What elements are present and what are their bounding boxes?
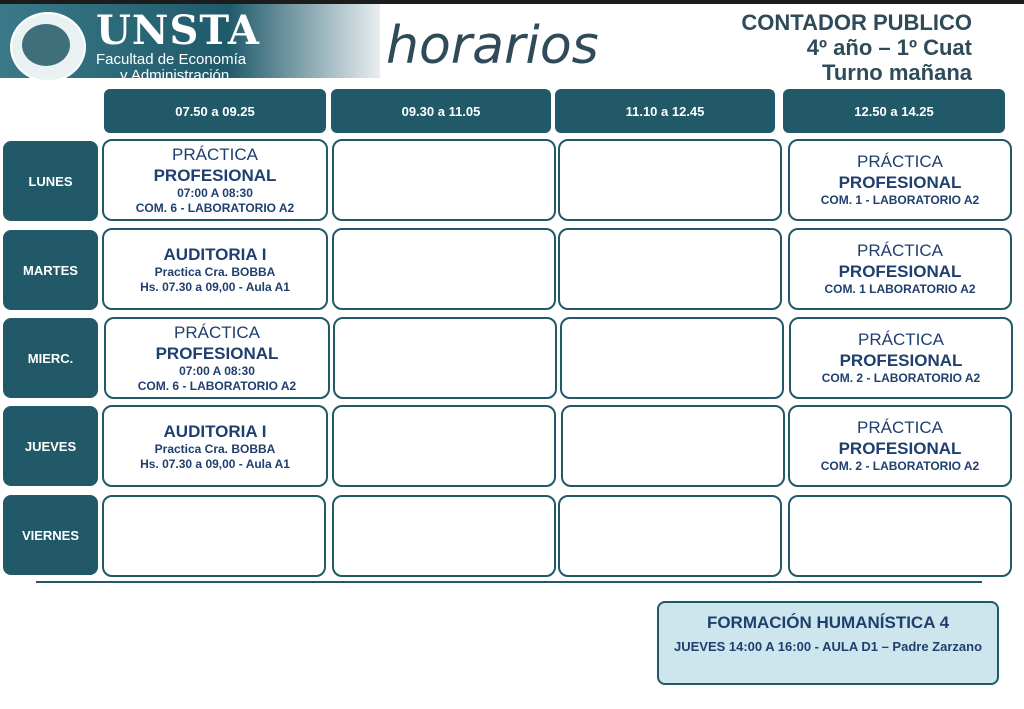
cell-line-4: COM. 1 - LABORATORIO A2 (820, 193, 980, 207)
slot-header-1: 07.50 a 09.25 (104, 89, 326, 133)
cell-line-2: AUDITORIA I (163, 421, 267, 441)
day-label-viernes: VIERNES (3, 495, 98, 575)
cell-line-4: COM. 6 - LABORATORIO A2 (135, 200, 295, 215)
cell-line-4: COM. 2 - LABORATORIO A2 (821, 371, 981, 385)
cell-line-2: PROFESIONAL (838, 262, 962, 281)
cell-lunes-slot3 (558, 139, 782, 221)
cell-line-3: 07:00 A 08:30 (177, 185, 253, 200)
day-label-miercoles: MIERC. (3, 318, 98, 398)
cell-line-2: PROFESIONAL (153, 165, 277, 185)
cell-jueves-slot3 (561, 405, 785, 487)
cell-lunes-slot2 (332, 139, 556, 221)
university-seal-icon (10, 12, 86, 82)
cell-mierc-slot2 (333, 317, 557, 399)
logo-line-2: y Administración (120, 67, 230, 84)
formacion-humanistica-panel (657, 601, 999, 685)
cell-line-4: Hs. 07.30 a 09,00 - Aula A1 (140, 279, 290, 294)
cell-line-1: PRÁCTICA (172, 144, 258, 164)
cell-viernes-slot3 (558, 495, 782, 577)
career-info (741, 10, 972, 85)
cell-mierc-slot3 (560, 317, 784, 399)
formacion-detail: JUEVES 14:00 A 16:00 - AULA D1 – Padre Zarzano (673, 639, 983, 654)
career-name: CONTADOR PUBLICO (741, 10, 972, 35)
cell-martes-slot1 (102, 228, 328, 310)
cell-viernes-slot2 (332, 495, 556, 577)
day-label-martes: MARTES (3, 230, 98, 310)
cell-martes-slot3 (558, 228, 782, 310)
slot-header-2: 09.30 a 11.05 (331, 89, 551, 133)
cell-line-4: COM. 1 LABORATORIO A2 (824, 282, 976, 296)
cell-jueves-slot4 (788, 405, 1012, 487)
day-label-lunes: LUNES (3, 141, 98, 221)
logo-banner (0, 4, 380, 84)
cell-line-3: 07:00 A 08:30 (179, 363, 255, 378)
page-title: horarios (386, 16, 599, 76)
cell-mierc-slot1 (104, 317, 330, 399)
day-label-jueves: JUEVES (3, 406, 98, 486)
logo-line-1: Facultad de Economía (96, 51, 247, 68)
logo-name: UNSTA (96, 7, 260, 54)
cell-jueves-slot2 (332, 405, 556, 487)
cell-mierc-slot4 (789, 317, 1013, 399)
cell-jueves-slot1 (102, 405, 328, 487)
cell-line-4: COM. 6 - LABORATORIO A2 (137, 378, 297, 393)
cell-line-2: PROFESIONAL (838, 439, 962, 458)
career-shift: Turno mañana (822, 60, 972, 85)
cell-line-2: AUDITORIA I (163, 244, 267, 264)
cell-lunes-slot4 (788, 139, 1012, 221)
cell-line-2: PROFESIONAL (155, 343, 279, 363)
slot-header-4: 12.50 a 14.25 (783, 89, 1005, 133)
cell-line-1: PRÁCTICA (857, 418, 943, 437)
cell-line-4: Hs. 07.30 a 09,00 - Aula A1 (140, 456, 290, 471)
cell-line-3: Practica Cra. BOBBA (154, 441, 276, 456)
cell-lunes-slot1 (102, 139, 328, 221)
cell-line-3: Practica Cra. BOBBA (154, 264, 276, 279)
cell-line-1: PRÁCTICA (174, 322, 260, 342)
cell-viernes-slot4 (788, 495, 1012, 577)
cell-line-1: PRÁCTICA (857, 152, 943, 171)
cell-martes-slot4 (788, 228, 1012, 310)
cell-line-1: PRÁCTICA (858, 330, 944, 349)
cell-line-4: COM. 2 - LABORATORIO A2 (820, 459, 980, 473)
cell-line-2: PROFESIONAL (839, 351, 963, 370)
logo-text (96, 7, 260, 84)
cell-line-1: PRÁCTICA (857, 241, 943, 260)
cell-martes-slot2 (332, 228, 556, 310)
career-year: 4º año – 1º Cuat (806, 35, 972, 60)
divider-line (36, 581, 982, 583)
formacion-title: FORMACIÓN HUMANÍSTICA 4 (706, 613, 950, 632)
cell-viernes-slot1 (102, 495, 326, 577)
slot-header-3: 11.10 a 12.45 (555, 89, 775, 133)
cell-line-2: PROFESIONAL (838, 173, 962, 192)
